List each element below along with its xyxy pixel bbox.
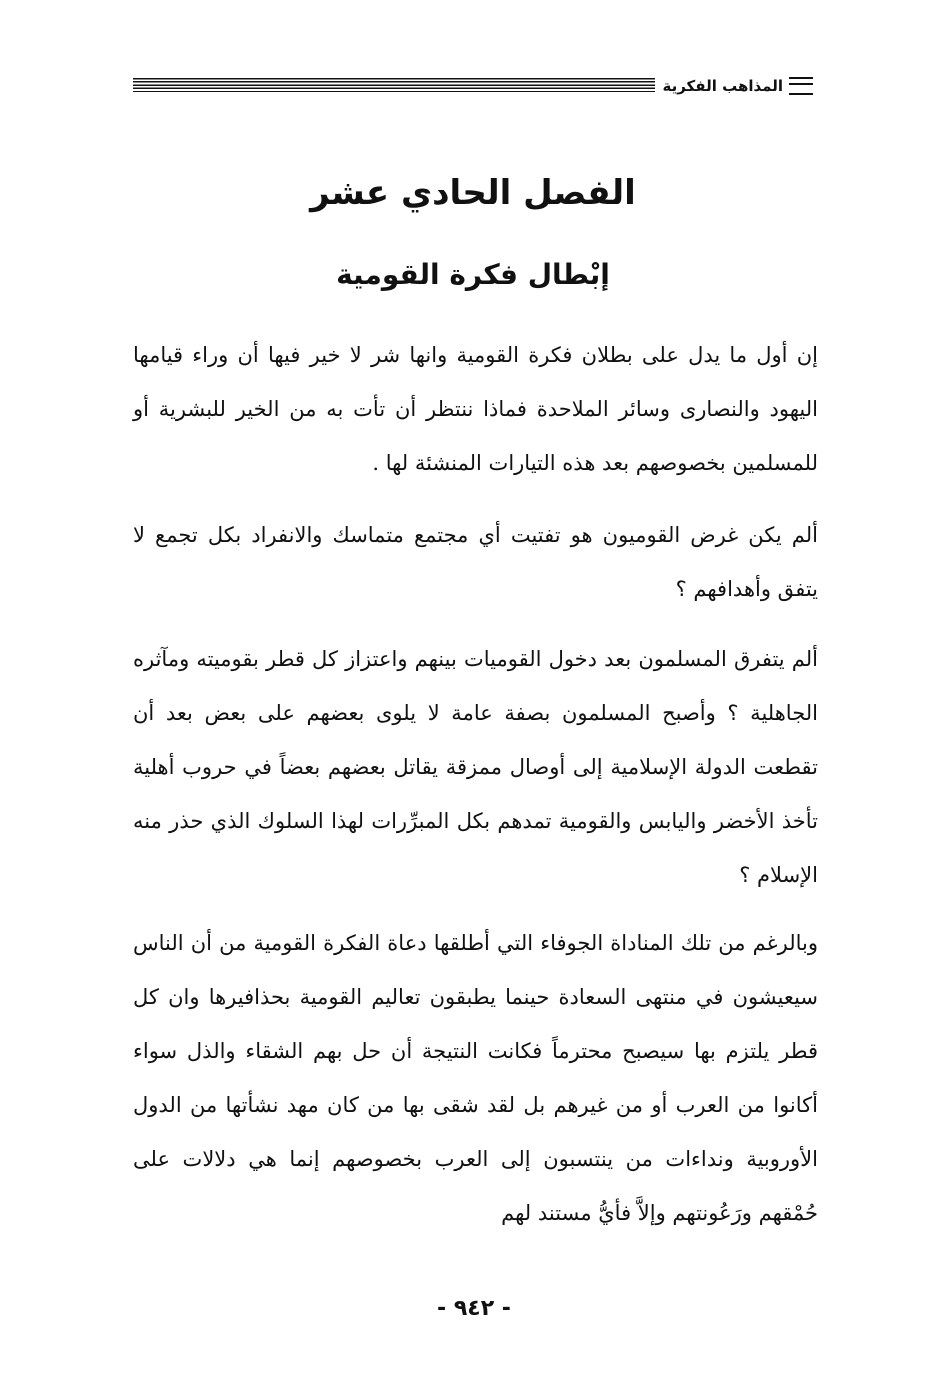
paragraph-3 — [133, 632, 818, 902]
running-header — [133, 74, 813, 98]
page-number: - ٩٤٢ - — [437, 1296, 511, 1321]
paragraph-text: ألم يتفرق المسلمون بعد دخول القوميات بينهم واعتزاز كل قطر بقوميته ومآثره الجاهلية ؟ وأصبح المسلمون بصفة عامة لا يلوى بعضهم على بعض بعد أن تقطعت الدولة الإسلامية إلى أوصال ممزقة يقاتل بعضهم بعضاً في حروب أهلية تأخذ الأخضر واليابس والقومية تمدهم بكل المبرِّرات لهذا السلوك الذي حذر منه الإسلام ؟ — [133, 647, 818, 887]
chapter-subtitle: إبْطال فكرة القومية — [336, 258, 610, 291]
paragraph-text: إن أول ما يدل على بطلان فكرة القومية وانها شر لا خير فيها أن وراء قيامها اليهود والنصارى وسائر الملاحدة فماذا ننتظر أن تأت به من الخير للبشرية أو للمسلمين بخصوصهم بعد هذه التيارات المنشئة لها . — [133, 343, 818, 475]
paragraph-text: وبالرغم من تلك المناداة الجوفاء التي أطلقها دعاة الفكرة القومية من أن الناس سيعيشون في منتهى السعادة حينما يطبقون تعاليم القومية بحذافيرها وان كل قطر يلتزم بها سيصبح محترماً فكانت النتيجة أن حل بهم الشقاء والذل سواء أكانوا من العرب أو من غيرهم بل لقد شقى بها من كان مهد نشأتها من الدول الأوروبية ونداءات من ينتسبون إلى العرب بخصوصهم إنما هي دلالات على حُمْقهم ورَعُونتهم وإلاَّ فأيُّ مستند لهم — [133, 931, 818, 1225]
paragraph-4 — [133, 916, 818, 1240]
paragraph-text: ألم يكن غرض القوميون هو تفتيت أي مجتمع متماسك والانفراد بكل تجمع لا يتفق وأهدافهم ؟ — [133, 523, 818, 601]
paragraph-2 — [133, 508, 818, 616]
paragraph-1 — [133, 328, 818, 490]
chapter-title: الفصل الحادي عشر — [310, 173, 636, 213]
header-rule-lines — [133, 78, 655, 94]
list-lines-icon — [789, 77, 813, 95]
running-title: المذاهب الفكرية — [662, 77, 783, 95]
